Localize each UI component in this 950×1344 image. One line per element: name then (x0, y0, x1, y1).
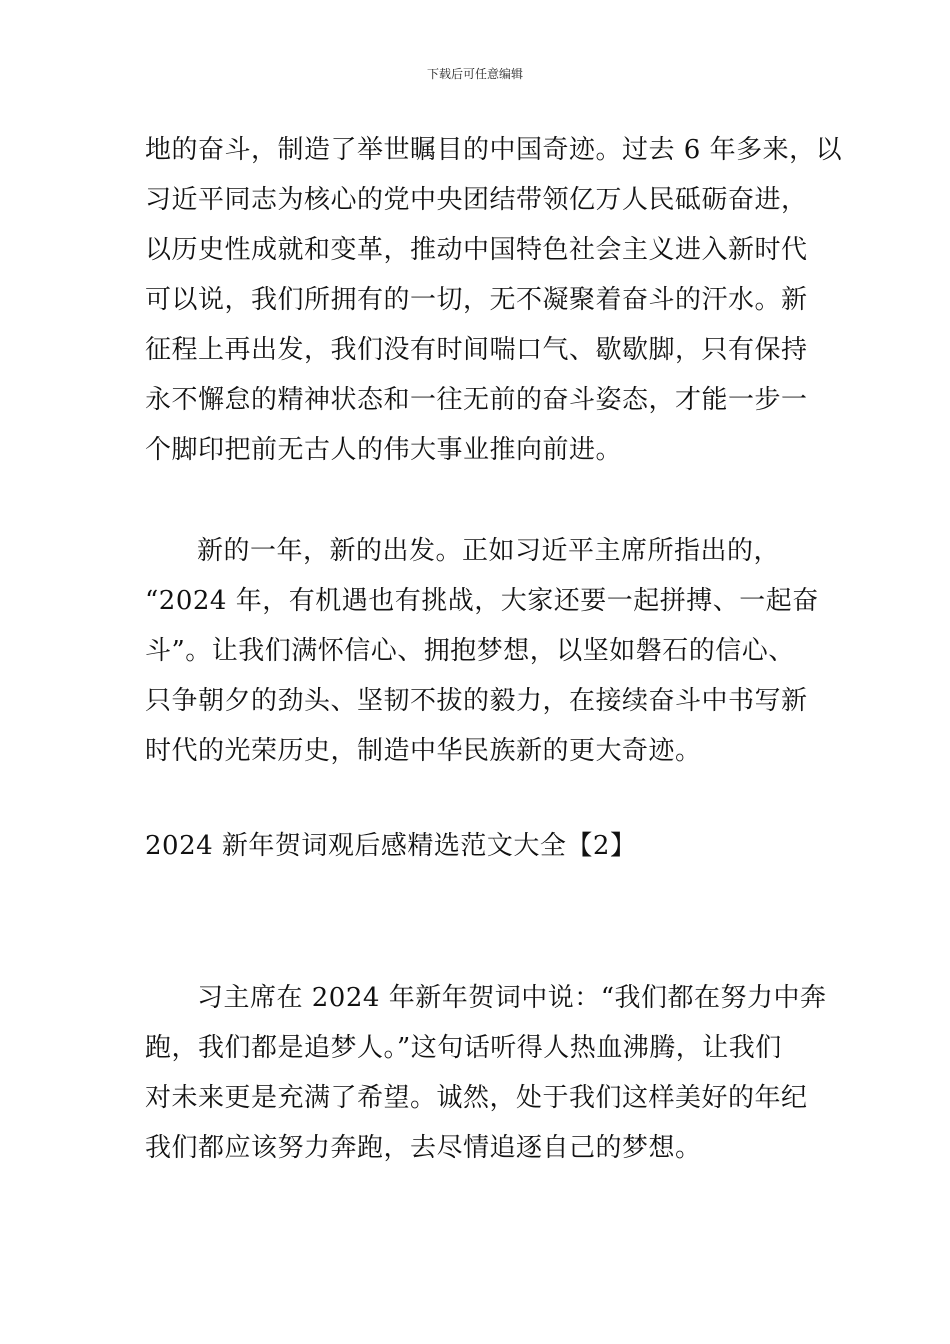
text-line: 对未来更是充满了希望。诚然，处于我们这样美好的年纪 (145, 1083, 808, 1113)
text-line: 个脚印把前无古人的伟大事业推向前进。 (145, 435, 623, 465)
text-line: “2024 年，有机遇也有挑战，大家还要一起拼搏、一起奋 (145, 586, 819, 616)
text-line: 只争朝夕的劲头、坚韧不拔的毅力，在接续奋斗中书写新 (145, 686, 808, 716)
text-line: 斗”。让我们满怀信心、拥抱梦想，以坚如磐石的信心、 (145, 636, 795, 666)
text-line: 可以说，我们所拥有的一切，无不凝聚着奋斗的汗水。新 (145, 285, 808, 315)
text-line: 新的一年，新的出发。正如习近平主席所指出的， (197, 536, 781, 566)
text-line: 习近平同志为核心的党中央团结带领亿万人民砥砺奋进， (145, 185, 808, 215)
text-line: 时代的光荣历史，制造中华民族新的更大奇迹。 (145, 736, 702, 766)
text-line: 永不懈怠的精神状态和一往无前的奋斗姿态，才能一步一 (145, 385, 808, 415)
text-line: 征程上再出发，我们没有时间喘口气、歇歇脚，只有保持 (145, 335, 808, 365)
section-heading: 2024 新年贺词观后感精选范文大全【2】 (145, 831, 637, 861)
text-line: 以历史性成就和变革，推动中国特色社会主义进入新时代 (145, 235, 808, 265)
text-line: 习主席在 2024 年新年贺词中说：“我们都在努力中奔 (197, 983, 827, 1013)
text-line: 地的奋斗，制造了举世瞩目的中国奇迹。过去 6 年多来，以 (145, 135, 843, 165)
header-note: 下载后可任意编辑 (426, 67, 523, 81)
text-line: 我们都应该努力奔跑，去尽情追逐自己的梦想。 (145, 1133, 702, 1163)
text-line: 跑，我们都是追梦人。”这句话听得人热血沸腾，让我们 (145, 1033, 782, 1063)
